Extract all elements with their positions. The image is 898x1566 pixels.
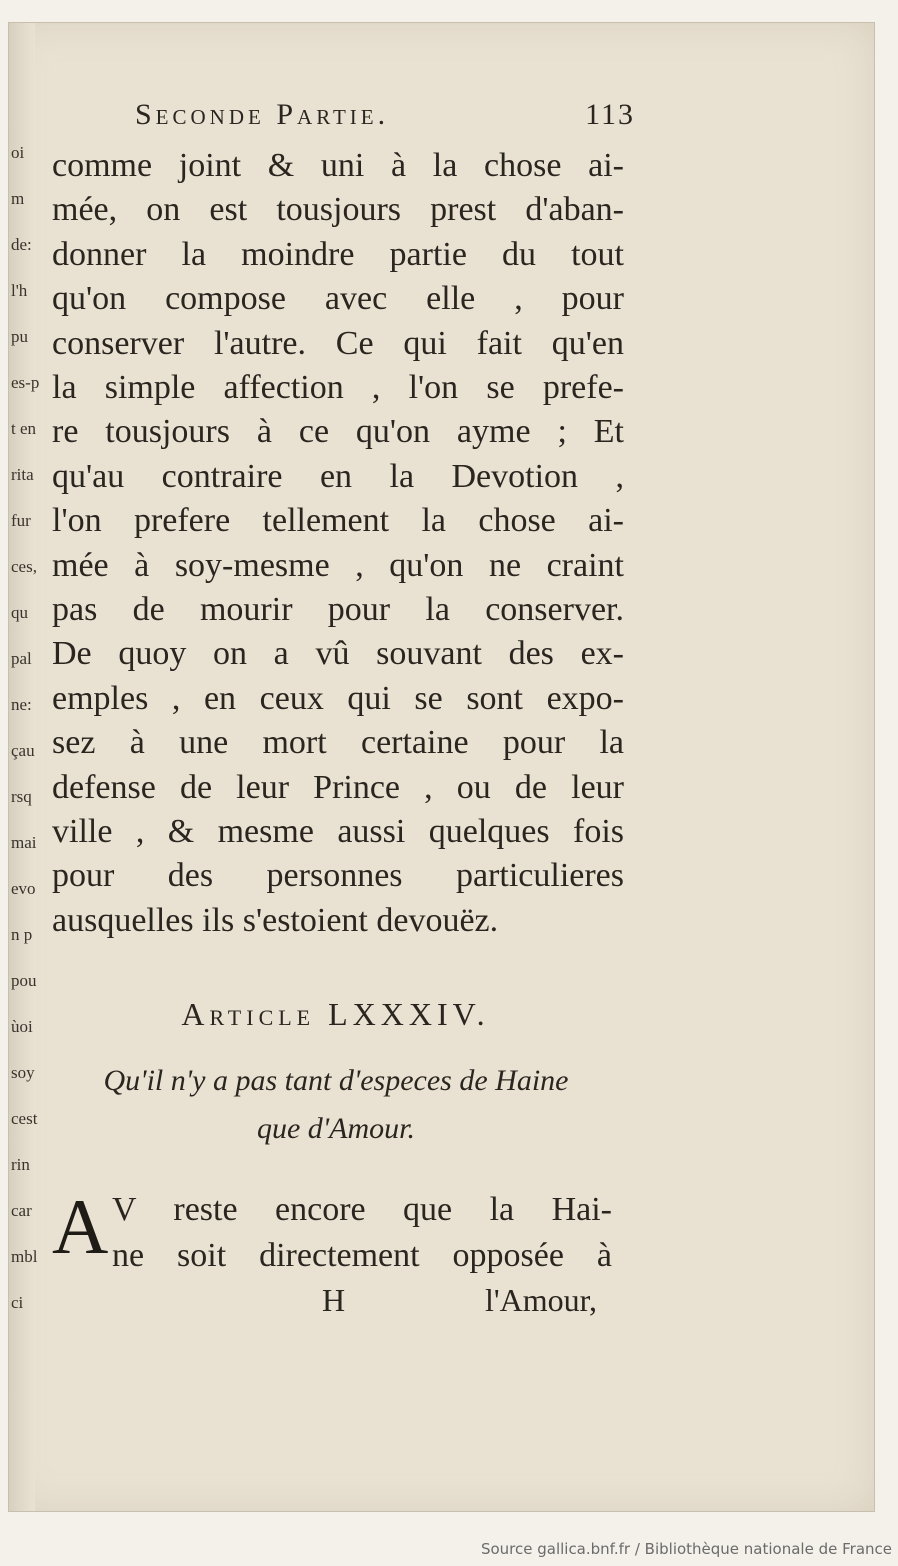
gutter-fragment: l'h: [11, 281, 28, 300]
body-line: emples , en ceux qui se sont expo-: [52, 679, 624, 717]
gutter-fragment: car: [11, 1201, 32, 1220]
body-line: mée, on est tousjours prest d'aban-: [52, 191, 624, 229]
body-line: l'on prefere tellement la chose ai-: [52, 502, 624, 540]
gutter-fragment: pal: [11, 649, 32, 668]
body-line: comme joint & uni à la chose ai-: [52, 147, 624, 184]
catchword: l'Amour,: [485, 1282, 598, 1318]
body-line: re tousjours à ce qu'on ayme ; Et: [52, 413, 624, 451]
gutter-fragment: rita: [11, 465, 34, 484]
gutter-fragment: n p: [11, 925, 33, 944]
gutter-fragment: rin: [11, 1155, 30, 1174]
article-subtitle-line-1: Qu'il n'y a pas tant d'especes de Haine: [103, 1064, 569, 1097]
body-line: ausquelles ils s'estoient devouëz.: [52, 901, 499, 939]
gutter-fragment: ces,: [11, 557, 37, 576]
gutter-fragment: es-p: [11, 373, 40, 392]
body-line: De quoy on a vû souvant des ex-: [52, 635, 624, 673]
gutter-fragment: t en: [11, 419, 37, 438]
body-line: qu'on compose avec elle , pour: [52, 280, 624, 318]
body-line: conserver l'autre. Ce qui fait qu'en: [52, 324, 624, 362]
running-header: [135, 98, 635, 138]
gutter-fragment: çau: [11, 741, 35, 760]
gutter-fragment: m: [11, 189, 25, 208]
gutter-fragment: soy: [11, 1063, 35, 1082]
gutter-fragment: ne:: [11, 695, 32, 714]
gutter-fragment: cest: [11, 1109, 38, 1128]
body-line: donner la moindre partie du tout: [52, 235, 624, 273]
body-line: pour des personnes particulieres: [52, 857, 624, 895]
body-line: mée à soy-mesme , qu'on ne craint: [52, 546, 624, 584]
gutter-fragment: mai: [11, 833, 37, 852]
running-title: Seconde Partie.: [135, 98, 390, 131]
gutter-fragment: qu: [11, 603, 28, 622]
gutter-fragment: ùoi: [11, 1017, 33, 1036]
article-subtitle-line-2: que d'Amour.: [256, 1112, 416, 1145]
gutter-fragment: mbl: [11, 1247, 38, 1266]
body-line: ville , & mesme aussi quelques fois: [52, 813, 624, 850]
article-title: Article LXXXIV.: [181, 996, 490, 1032]
body-line: sez à une mort certaine pour la: [52, 724, 624, 762]
gutter-fragment: pu: [11, 327, 28, 346]
gutter-fragment: de:: [11, 235, 32, 254]
drop-cap: A: [52, 1183, 109, 1270]
gutter-fragment: fur: [11, 511, 31, 530]
body-line: pas de mourir pour la conserver.: [52, 591, 624, 628]
gutter-fragment: oi: [11, 143, 25, 162]
gutter-fragment: evo: [11, 879, 36, 898]
paragraph-line-1: V reste encore que la Hai-: [112, 1191, 612, 1228]
body-line: la simple affection , l'on se prefe-: [52, 369, 624, 406]
body-line: qu'au contraire en la Devotion ,: [52, 457, 624, 495]
source-credit: Source gallica.bnf.fr / Bibliothèque nationale de France: [480, 1540, 892, 1558]
body-line: defense de leur Prince , ou de leur: [52, 768, 624, 806]
gutter-fragment: rsq: [11, 787, 32, 806]
facing-page-gutter: [9, 23, 40, 1511]
gutter-fragment: ci: [11, 1293, 24, 1312]
page-number: 113: [585, 98, 635, 131]
gutter-fragment: pou: [11, 971, 37, 990]
paragraph-line-2: ne soit directement opposée à: [112, 1237, 612, 1274]
signature-mark: H: [322, 1282, 346, 1318]
